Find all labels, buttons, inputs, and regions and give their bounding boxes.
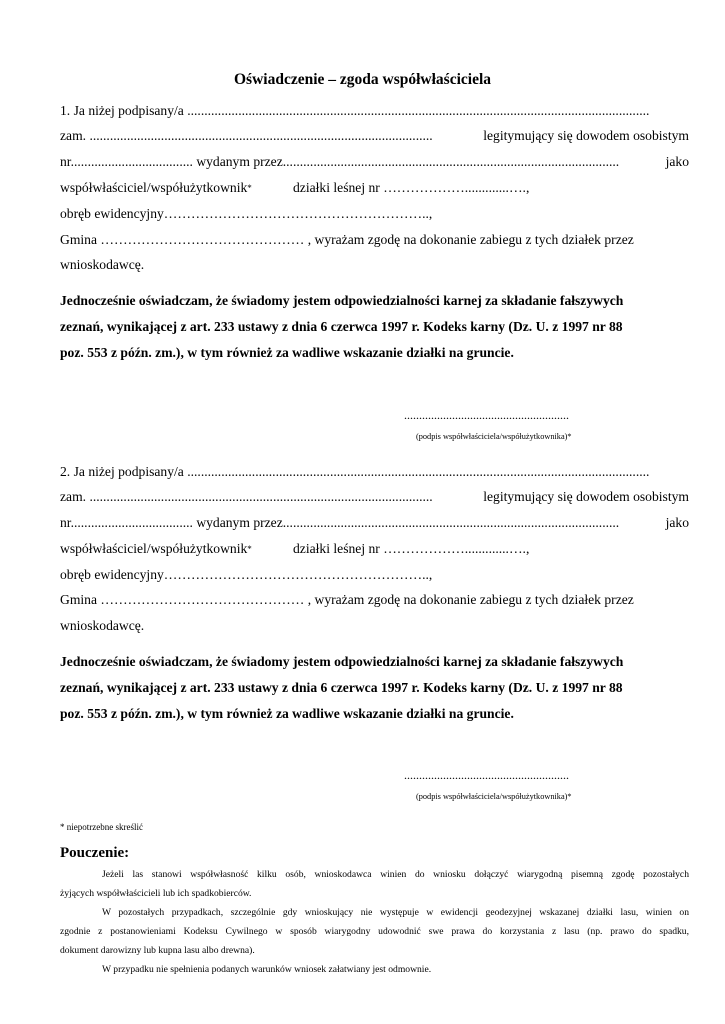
gmina-field[interactable]: Gmina ……………………………………… , wyrażam zgodę na dokonanie zabiegu z tych działek przez [60,232,634,247]
address-line[interactable] [60,128,689,144]
owner-star: * [247,183,252,193]
applicant-text: wnioskodawcę. [60,618,145,633]
liability-line-2: zeznań, wynikającej z art. 233 ustawy z dnia 6 czerwca 1997 r. Kodeks karny (Dz. U. z 1997 nr 88 [60,680,623,695]
signature-field[interactable]: ....................................................... [404,768,569,782]
liability-line-1: Jednocześnie oświadczam, że świadomy jestem odpowiedzialności karnej za składanie fałszywych [60,293,624,308]
instructions-p1-line2: żyjących współwłaścicieli lub ich spadkobierców. [60,888,252,899]
id-number-field[interactable]: nr.................................... wydanym przez................................................................................................... [60,515,620,530]
signature-caption: (podpis współwłaściciela/współużytkownika)* [416,792,572,801]
plot-number-field[interactable]: działki leśnej nr ……………….............…., [293,541,530,556]
applicant-text: wnioskodawcę. [60,257,145,272]
id-number-field[interactable]: nr.................................... wydanym przez................................................................................................... [60,154,620,169]
instructions-p3-line1: W przypadku nie spełnienia podanych warunków wniosek załatwiany jest odmownie. [102,964,432,975]
owner-label: współwłaściciel/współużytkownik [60,180,248,195]
as-label: jako [665,154,689,169]
liability-line-3: poz. 553 z późn. zm.), w tym również za wadliwe wskazanie działki na gruncie. [60,706,514,721]
instructions-p2-line1 [60,907,689,919]
owner-star: * [247,544,252,554]
instructions-p1-line1 [60,869,689,881]
as-label: jako [665,515,689,530]
id-card-label: legitymujący się dowodem osobistym [483,128,689,143]
instructions-p2-line2: zgodnie z postanowieniami Kodeksu Cywilnego w sposób wiarygodny udowodnić swe prawa do korzystania z lasu (np. prawo do spadku, [60,926,689,937]
id-card-label: legitymujący się dowodem osobistym [483,489,689,504]
liability-line-2: zeznań, wynikającej z art. 233 ustawy z dnia 6 czerwca 1997 r. Kodeks karny (Dz. U. z 1997 nr 88 [60,319,623,334]
instructions-heading: Pouczenie: [60,845,130,861]
instructions-p2-text: W pozostałych przypadkach, szczególnie gdy wnioskujący nie występuje w ewidencji geodezyjnej wskazanej działki lasu, winien on [102,907,689,918]
instructions-p1-text: Jeżeli las stanowi współwłasność kilku osób, wnioskodawca winien do wniosku dołączyć wiarygodną pisemną zgodę pozostałych [102,869,689,880]
precinct-field[interactable]: obręb ewidencyjny………………………………………………….., [60,206,433,221]
id-number-line[interactable] [60,154,689,170]
address-field[interactable]: zam. ..................................................................................................... [60,128,433,143]
owner-line [60,541,252,557]
owner-line [60,180,252,196]
liability-line-3: poz. 553 z późn. zm.), w tym również za wadliwe wskazanie działki na gruncie. [60,345,514,360]
gmina-field[interactable]: Gmina ……………………………………… , wyrażam zgodę na dokonanie zabiegu z tych działek przez [60,592,634,607]
signature-caption: (podpis współwłaściciela/współużytkownika)* [416,432,572,441]
instructions-p2-line3: dokument darowizny lub kupna lasu albo drewna). [60,945,255,956]
id-number-line[interactable] [60,515,689,531]
footnote: * niepotrzebne skreślić [60,822,143,832]
plot-number-field[interactable]: działki leśnej nr ……………….............…., [293,180,530,195]
document-title: Oświadczenie – zgoda współwłaściciela [233,71,492,88]
owner-label: współwłaściciel/współużytkownik [60,541,248,556]
precinct-field[interactable]: obręb ewidencyjny………………………………………………….., [60,567,433,582]
liability-line-1: Jednocześnie oświadczam, że świadomy jestem odpowiedzialności karnej za składanie fałszywych [60,654,624,669]
address-line[interactable] [60,489,689,505]
declarant-name-line[interactable]: 2. Ja niżej podpisany/a ........................................................................................................................................ [60,464,650,479]
declarant-name-line[interactable]: 1. Ja niżej podpisany/a ........................................................................................................................................ [60,103,650,118]
signature-field[interactable]: ....................................................... [404,408,569,422]
address-field[interactable]: zam. ..................................................................................................... [60,489,433,504]
